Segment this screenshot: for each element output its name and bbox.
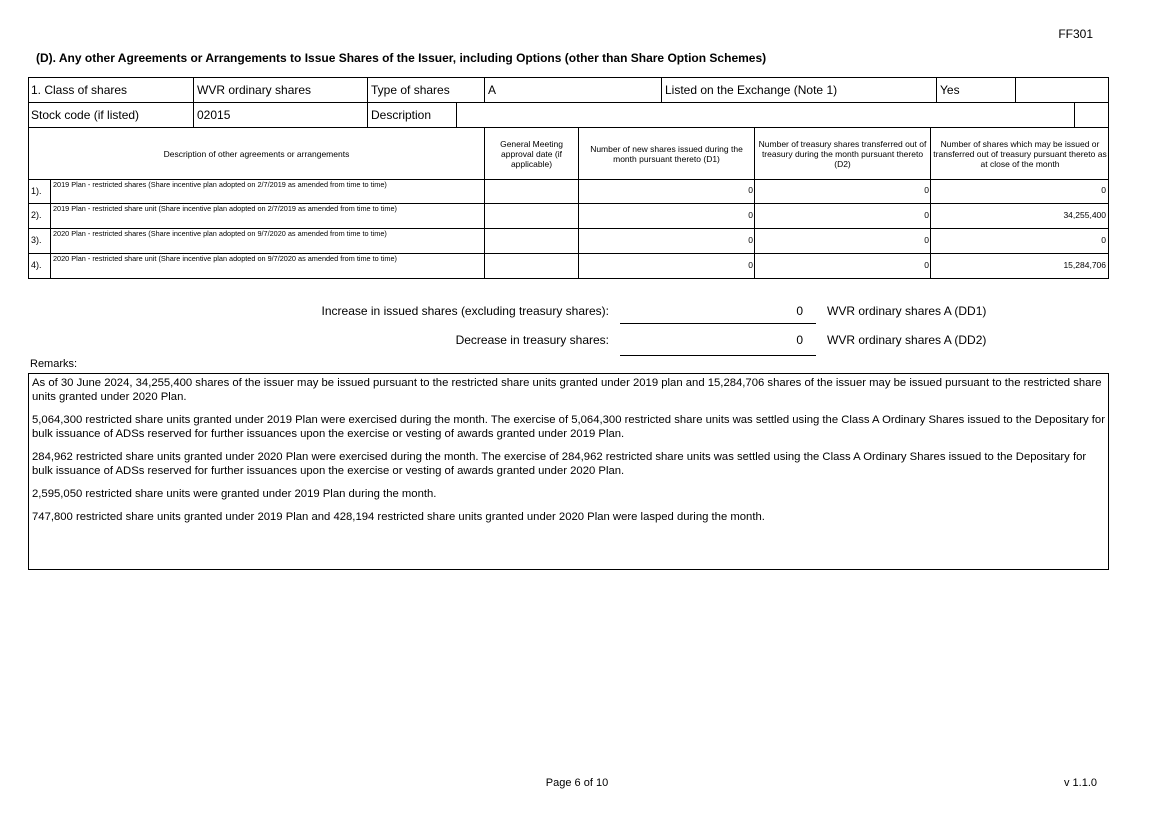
section-title: (D). Any other Agreements or Arrangements to Issue Shares of the Issuer, including Options (other than Share Option Schemes) — [36, 51, 767, 65]
row-new-issued: 0 — [748, 185, 753, 195]
stock-code-label: Stock code (if listed) — [31, 108, 140, 122]
row-treasury-transferred: 0 — [924, 210, 929, 220]
type-of-shares-value: A — [488, 83, 497, 97]
row-remaining: 0 — [1101, 185, 1106, 195]
listed-label: Listed on the Exchange (Note 1) — [665, 83, 838, 97]
row-index: 4). — [31, 260, 42, 270]
row-description: 2019 Plan - restricted share unit (Share incentive plan adopted on 2/7/2019 as amended from time to time) — [53, 204, 397, 213]
row-remaining: 34,255,400 — [1063, 210, 1106, 220]
row-description: 2019 Plan - restricted shares (Share incentive plan adopted on 2/7/2019 as amended from time to time) — [53, 180, 387, 189]
page-number: Page 6 of 10 — [545, 777, 609, 789]
header-remaining: Number of shares which may be issued or transferred out of treasury pursuant thereto as at close of the month — [933, 138, 1107, 169]
increase-unit: WVR ordinary shares A (DD1) — [827, 304, 987, 318]
remarks-paragraph: 2,595,050 restricted share units were granted under 2019 Plan during the month. — [32, 488, 437, 500]
row-remaining: 0 — [1101, 235, 1106, 245]
decrease-value: 0 — [796, 333, 803, 347]
row-treasury-transferred: 0 — [924, 185, 929, 195]
row-treasury-transferred: 0 — [924, 260, 929, 270]
row-new-issued: 0 — [748, 260, 753, 270]
row-index: 2). — [31, 210, 42, 220]
decrease-label: Decrease in treasury shares: — [455, 333, 609, 347]
row-index: 3). — [31, 235, 42, 245]
stock-code-value: 02015 — [197, 108, 231, 122]
remarks-paragraph: 5,064,300 restricted share units granted under 2019 Plan were exercised during the month. The exercise of 5,064,300 restricted share units was settled using the Class A Ordinary Shares issued to the Depositary for bulk issuance of ADSs reserved for further issuances upon the exercise or vesting of awards granted under 2019 Plan. — [32, 414, 1105, 440]
increase-label: Increase in issued shares (excluding treasury shares): — [321, 304, 609, 318]
description-label: Description — [371, 108, 432, 122]
header-description: Description of other agreements or arrangements — [163, 148, 350, 159]
remarks-paragraph: 284,962 restricted share units granted under 2020 Plan were exercised during the month. The exercise of 284,962 restricted share units was settled using the Class A Ordinary Shares issued to the Depositary for bulk issuance of ADSs reserved for further issuances upon the exercise or vesting of awards granted under 2020 Plan. — [32, 451, 1087, 477]
increase-value: 0 — [796, 304, 803, 318]
remarks-title: Remarks: — [30, 358, 78, 370]
row-description: 2020 Plan - restricted share unit (Share incentive plan adopted on 9/7/2020 as amended from time to time) — [53, 254, 397, 263]
row-new-issued: 0 — [748, 235, 753, 245]
remarks-paragraph: As of 30 June 2024, 34,255,400 shares of the issuer may be issued pursuant to the restricted share units granted under 2019 plan and 15,284,706 shares of the issuer may be issued pursuant to the restricted share units granted under 2020 Plan. — [32, 377, 1102, 403]
remarks-paragraph: 747,800 restricted share units granted under 2019 Plan and 428,194 restricted share units granted under 2020 Plan were lasped during the month. — [32, 511, 765, 523]
header-treasury-transferred: Number of treasury shares transferred out of treasury during the month pursuant thereto (D2) — [758, 138, 927, 169]
row-description: 2020 Plan - restricted shares (Share incentive plan adopted on 9/7/2020 as amended from time to time) — [53, 229, 387, 238]
row-index: 1). — [31, 186, 42, 196]
header-agm-date: General Meeting approval date (if applicable) — [500, 138, 563, 169]
class-of-shares-label: 1. Class of shares — [31, 83, 128, 97]
header-new-issued: Number of new shares issued during the month pursuant thereto (D1) — [590, 143, 743, 164]
type-of-shares-label: Type of shares — [371, 83, 450, 97]
row-treasury-transferred: 0 — [924, 235, 929, 245]
remarks-box — [28, 373, 1109, 570]
class-of-shares-value: WVR ordinary shares — [197, 83, 312, 97]
listed-value: Yes — [940, 83, 960, 97]
decrease-unit: WVR ordinary shares A (DD2) — [827, 333, 987, 347]
form-code: FF301 — [1058, 27, 1093, 41]
row-remaining: 15,284,706 — [1063, 260, 1106, 270]
form-version: v 1.1.0 — [1063, 777, 1097, 789]
row-new-issued: 0 — [748, 210, 753, 220]
